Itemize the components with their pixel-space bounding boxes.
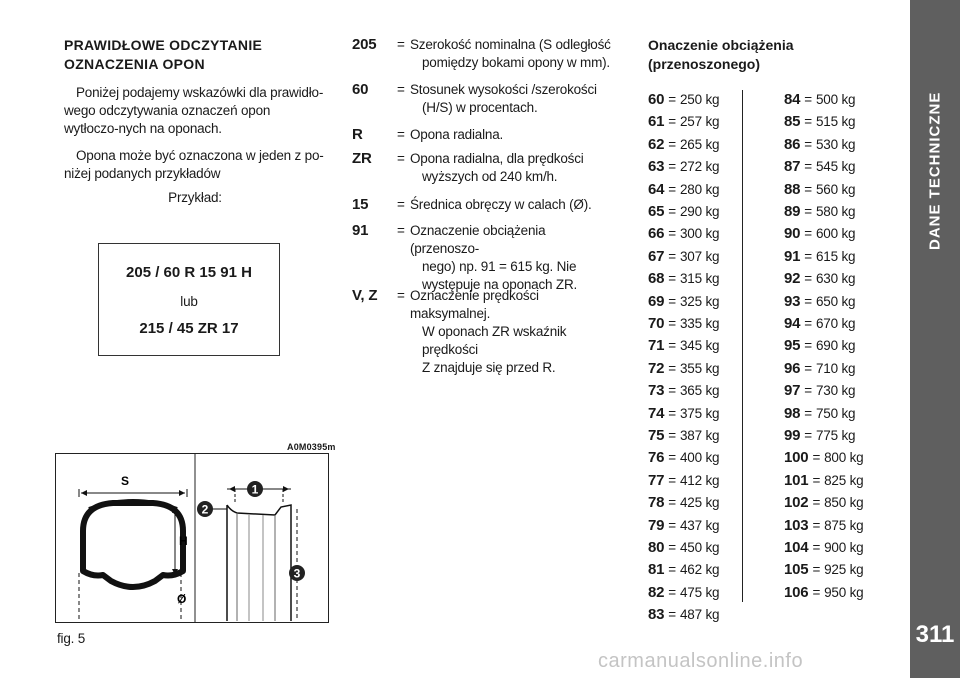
load-index-number: 83 — [648, 606, 665, 624]
definition-line: Szerokość nominalna (S odległość — [410, 37, 611, 52]
definition-term: 205 — [352, 36, 377, 53]
load-index-number: 64 — [648, 180, 665, 198]
load-index-row — [784, 293, 855, 315]
figure-code: A0M0395m — [287, 442, 336, 452]
load-index-number: 66 — [648, 225, 665, 243]
callout-1-icon — [247, 481, 263, 497]
load-index-equals: = — [812, 495, 821, 511]
load-index-value: 730 kg — [815, 383, 856, 399]
load-index-equals: = — [804, 271, 812, 287]
load-index-value: 307 kg — [679, 248, 720, 264]
definition-line: (H/S) w procentach. — [422, 100, 538, 115]
definition-term: 60 — [352, 81, 369, 98]
load-index-value: 875 kg — [824, 517, 864, 533]
load-index-number: 84 — [784, 91, 801, 108]
load-index-row — [784, 248, 855, 270]
label-s: S — [121, 474, 130, 488]
load-index-row — [784, 181, 855, 203]
load-index-row — [784, 539, 863, 561]
load-index-equals: = — [668, 472, 676, 488]
load-index-number: 65 — [648, 203, 665, 220]
load-index-value: 750 kg — [815, 405, 856, 421]
definition-text — [410, 81, 618, 117]
load-index-number: 63 — [648, 158, 665, 176]
load-index-value: 257 kg — [679, 114, 720, 130]
definition-line: nego) np. 91 = 615 kg. Nie — [422, 259, 577, 274]
load-index-value: 290 kg — [679, 204, 720, 219]
load-index-value: 850 kg — [824, 495, 864, 511]
definition-term: 91 — [352, 222, 369, 239]
definition-equals: = — [397, 82, 405, 97]
load-index-equals: = — [668, 159, 676, 175]
load-index-value: 487 kg — [679, 607, 720, 623]
example-code-1: 205 / 60 R 15 91 H — [126, 264, 252, 281]
load-index-row — [648, 293, 719, 315]
load-index-number: 71 — [648, 337, 665, 355]
chapter-title: DANE TECHNICZNE — [926, 91, 944, 250]
section-title — [64, 36, 324, 74]
load-index-value: 412 kg — [679, 472, 720, 488]
load-index-value: 375 kg — [679, 405, 720, 421]
load-index-row — [784, 472, 863, 494]
definition-line: pomiędzy bokami opony w mm). — [422, 55, 610, 70]
load-index-value: 325 kg — [679, 293, 720, 309]
load-index-row — [648, 203, 719, 225]
load-index-row — [784, 360, 855, 382]
load-index-value: 437 kg — [679, 517, 720, 533]
load-index-equals: = — [668, 226, 676, 242]
load-index-equals: = — [668, 293, 676, 309]
load-index-equals: = — [668, 495, 676, 511]
load-index-value: 300 kg — [679, 226, 720, 242]
load-index-row — [648, 539, 719, 561]
load-index-value: 800 kg — [824, 450, 864, 466]
callout-3-icon — [289, 565, 305, 581]
load-index-equals: = — [812, 450, 821, 466]
callout-2-label: 2 — [201, 502, 209, 517]
load-index-value: 355 kg — [679, 360, 720, 376]
definition-line: Opona radialna. — [410, 127, 504, 142]
definition-line: Oznaczenie obciążenia (przenoszo- — [410, 223, 546, 256]
load-index-row — [648, 427, 719, 449]
definition-equals: = — [397, 288, 405, 303]
load-index-equals: = — [668, 204, 676, 219]
load-index-row — [784, 225, 855, 247]
definition-line: Opona radialna, dla prędkości — [410, 151, 584, 166]
load-index-value: 580 kg — [815, 204, 856, 219]
example-code-2: 215 / 45 ZR 17 — [139, 320, 239, 337]
definition-line: Średnica obręczy w calach (Ø). — [410, 197, 592, 212]
load-index-value: 925 kg — [824, 562, 864, 578]
load-index-equals: = — [804, 428, 812, 443]
load-index-equals: = — [812, 540, 821, 555]
load-index-equals: = — [668, 562, 676, 578]
load-index-equals: = — [668, 540, 676, 555]
load-index-row — [784, 584, 863, 606]
load-index-number: 103 — [784, 516, 809, 534]
load-index-value: 345 kg — [679, 338, 720, 354]
page-number: 311 — [915, 621, 955, 648]
definition-term: R — [352, 126, 363, 143]
load-index-title-line2: (przenoszonego) — [648, 56, 760, 72]
tire-profile — [83, 503, 183, 587]
load-index-equals: = — [668, 428, 676, 443]
load-index-number: 106 — [784, 583, 809, 601]
load-index-number: 70 — [648, 315, 665, 332]
load-index-row — [784, 337, 855, 359]
load-index-value: 775 kg — [815, 428, 856, 443]
definition-text — [410, 36, 618, 72]
load-index-equals: = — [812, 562, 821, 578]
callout-2-icon — [197, 501, 213, 517]
load-index-equals: = — [804, 159, 812, 175]
intro-paragraph-2: Opona może być oznaczona w jeden z po-niżej podanych przykładów — [64, 148, 324, 181]
load-index-row — [784, 494, 863, 516]
load-index-number: 73 — [648, 382, 665, 400]
load-index-number: 85 — [784, 113, 801, 131]
load-index-equals: = — [812, 472, 821, 488]
load-index-row — [648, 113, 719, 135]
load-index-equals: = — [668, 136, 676, 152]
load-index-value: 400 kg — [679, 450, 720, 466]
load-index-equals: = — [804, 248, 812, 264]
load-index-number: 72 — [648, 359, 665, 377]
load-index-number: 95 — [784, 337, 801, 355]
load-index-equals: = — [668, 316, 676, 331]
load-index-equals: = — [804, 92, 812, 107]
load-index-number: 89 — [784, 203, 801, 220]
definition-text — [410, 126, 618, 144]
load-index-number: 80 — [648, 539, 665, 556]
load-index-equals: = — [804, 204, 812, 219]
load-index-value: 560 kg — [815, 181, 856, 197]
load-index-value: 670 kg — [815, 316, 856, 331]
load-index-value: 500 kg — [815, 92, 856, 107]
load-index-number: 100 — [784, 449, 809, 467]
load-index-value: 545 kg — [815, 159, 856, 175]
load-index-value: 335 kg — [679, 316, 720, 331]
load-index-equals: = — [804, 293, 812, 309]
load-index-number: 98 — [784, 404, 801, 422]
callout-3-label: 3 — [293, 566, 301, 581]
load-index-row — [784, 561, 863, 583]
load-index-number: 61 — [648, 113, 665, 131]
load-index-row — [784, 136, 855, 158]
load-index-row — [784, 427, 855, 449]
definition-text — [410, 196, 618, 214]
load-index-number: 67 — [648, 247, 665, 265]
load-index-number: 82 — [648, 583, 665, 601]
load-index-equals: = — [804, 136, 812, 152]
load-index-row — [648, 472, 719, 494]
load-index-number: 76 — [648, 449, 665, 467]
load-index-value: 450 kg — [679, 540, 720, 555]
load-index-equals: = — [668, 584, 676, 600]
load-index-equals: = — [804, 360, 812, 376]
load-index-value: 530 kg — [815, 136, 856, 152]
definition-term: V, Z — [352, 287, 378, 304]
load-index-title-line1: Onaczenie obciążenia — [648, 37, 794, 53]
load-index-equals: = — [804, 226, 812, 242]
load-index-number: 96 — [784, 359, 801, 377]
definition-equals: = — [397, 127, 405, 142]
definition-equals: = — [397, 37, 405, 52]
load-index-number: 88 — [784, 180, 801, 198]
tire-cross-section-figure — [55, 453, 329, 623]
definition-line: Oznaczenie prędkości maksymalnej. — [410, 288, 539, 321]
load-index-equals: = — [668, 338, 676, 354]
load-index-row — [648, 517, 719, 539]
load-index-row — [784, 382, 855, 404]
load-index-equals: = — [804, 114, 812, 130]
load-index-number: 78 — [648, 494, 665, 512]
load-index-title — [648, 36, 848, 74]
load-index-row — [648, 405, 719, 427]
load-index-row — [784, 91, 855, 113]
label-h: H — [179, 534, 188, 548]
load-index-value: 600 kg — [815, 226, 856, 242]
definition-line: W oponach ZR wskaźnik prędkości — [422, 324, 567, 357]
load-index-number: 90 — [784, 225, 801, 243]
load-index-row — [784, 517, 863, 539]
load-index-equals: = — [668, 450, 676, 466]
load-index-row — [648, 360, 719, 382]
load-index-row — [648, 315, 719, 337]
load-index-row — [648, 136, 719, 158]
load-index-value: 272 kg — [679, 159, 720, 175]
load-index-number: 68 — [648, 270, 665, 288]
load-index-row — [648, 270, 719, 292]
definition-text — [410, 222, 618, 294]
example-label: Przykład: — [168, 190, 222, 205]
load-index-value: 710 kg — [815, 360, 856, 376]
load-index-number: 77 — [648, 471, 665, 489]
load-index-equals: = — [668, 114, 676, 130]
definition-term: 15 — [352, 196, 369, 213]
section-title-line1: PRAWIDŁOWE ODCZYTANIE — [64, 37, 263, 53]
load-index-row — [784, 315, 855, 337]
definition-term: ZR — [352, 150, 372, 167]
load-index-value: 475 kg — [679, 584, 720, 600]
load-index-number: 104 — [784, 539, 809, 556]
definition-equals: = — [397, 223, 405, 238]
example-or: lub — [180, 294, 198, 309]
load-index-equals: = — [668, 271, 676, 287]
definition-equals: = — [397, 197, 405, 212]
load-index-equals: = — [804, 338, 812, 354]
load-index-equals: = — [668, 92, 676, 107]
load-index-number: 92 — [784, 270, 801, 288]
load-index-row — [648, 91, 719, 113]
load-index-equals: = — [804, 405, 812, 421]
load-index-value: 365 kg — [679, 383, 720, 399]
load-index-number: 97 — [784, 382, 801, 400]
load-index-value: 950 kg — [824, 584, 864, 600]
load-index-value: 462 kg — [679, 562, 720, 578]
load-index-value: 387 kg — [679, 428, 720, 443]
load-index-number: 60 — [648, 91, 665, 108]
load-index-number: 93 — [784, 292, 801, 310]
load-index-row — [648, 382, 719, 404]
load-index-number: 86 — [784, 135, 801, 153]
load-index-row — [648, 449, 719, 471]
load-index-equals: = — [804, 383, 812, 399]
callout-1-label: 1 — [251, 482, 259, 497]
load-index-value: 900 kg — [824, 540, 864, 555]
load-index-row — [648, 584, 719, 606]
load-index-row — [784, 158, 855, 180]
load-index-equals: = — [812, 584, 821, 600]
definition-line: Z znajduje się przed R. — [422, 360, 556, 375]
watermark: carmanualsonline.info — [598, 650, 804, 672]
load-index-value: 515 kg — [815, 114, 856, 130]
load-index-value: 250 kg — [679, 92, 720, 107]
load-index-row — [648, 494, 719, 516]
load-index-number: 62 — [648, 135, 665, 153]
load-index-divider — [742, 90, 743, 602]
load-index-equals: = — [804, 181, 812, 197]
load-index-number: 105 — [784, 561, 809, 579]
load-index-number: 101 — [784, 471, 809, 489]
load-index-row — [784, 270, 855, 292]
load-index-row — [648, 561, 719, 583]
load-index-row — [648, 248, 719, 270]
label-diameter: Ø — [177, 592, 187, 606]
load-index-number: 99 — [784, 427, 801, 444]
load-index-value: 690 kg — [815, 338, 856, 354]
load-index-equals: = — [668, 607, 676, 623]
load-index-row — [784, 203, 855, 225]
load-index-row — [648, 181, 719, 203]
load-index-number: 94 — [784, 315, 801, 332]
load-index-value: 615 kg — [815, 248, 856, 264]
load-index-equals: = — [668, 360, 676, 376]
load-index-equals: = — [804, 316, 812, 331]
load-index-row — [648, 606, 719, 628]
definition-line: Stosunek wysokości /szerokości — [410, 82, 597, 97]
load-index-equals: = — [668, 248, 676, 264]
definition-line: wyższych od 240 km/h. — [422, 169, 558, 184]
load-index-number: 81 — [648, 561, 665, 579]
definition-equals: = — [397, 151, 405, 166]
load-index-value: 265 kg — [679, 136, 720, 152]
load-index-equals: = — [668, 383, 676, 399]
load-index-number: 75 — [648, 427, 665, 444]
example-box — [98, 243, 280, 356]
intro-paragraph-1: Poniżej podajemy wskazówki dla prawidło-wego odczytywania oznaczeń opon wytłoczo-nych na oponach. — [64, 85, 324, 136]
load-index-number: 79 — [648, 516, 665, 534]
load-index-value: 825 kg — [824, 472, 864, 488]
load-index-equals: = — [668, 405, 676, 421]
load-index-number: 87 — [784, 158, 801, 176]
load-index-number: 69 — [648, 292, 665, 310]
figure-caption: fig. 5 — [57, 631, 86, 646]
load-index-row — [784, 405, 855, 427]
definition-text — [410, 150, 618, 186]
load-index-value: 650 kg — [815, 293, 856, 309]
load-index-equals: = — [668, 181, 676, 197]
load-index-row — [648, 337, 719, 359]
load-index-number: 102 — [784, 494, 809, 512]
load-index-equals: = — [812, 517, 821, 533]
load-index-number: 91 — [784, 247, 801, 265]
definition-line: występuje na oponach ZR. — [422, 277, 578, 292]
load-index-row — [784, 449, 863, 471]
load-index-value: 280 kg — [679, 181, 720, 197]
load-index-equals: = — [668, 517, 676, 533]
load-index-value: 630 kg — [815, 271, 856, 287]
load-index-row — [648, 225, 719, 247]
load-index-row — [648, 158, 719, 180]
section-title-line2: OZNACZENIA OPON — [64, 56, 205, 72]
definition-text — [410, 287, 618, 377]
load-index-row — [784, 113, 855, 135]
load-index-number: 74 — [648, 404, 665, 422]
load-index-value: 315 kg — [679, 271, 720, 287]
load-index-value: 425 kg — [679, 495, 720, 511]
